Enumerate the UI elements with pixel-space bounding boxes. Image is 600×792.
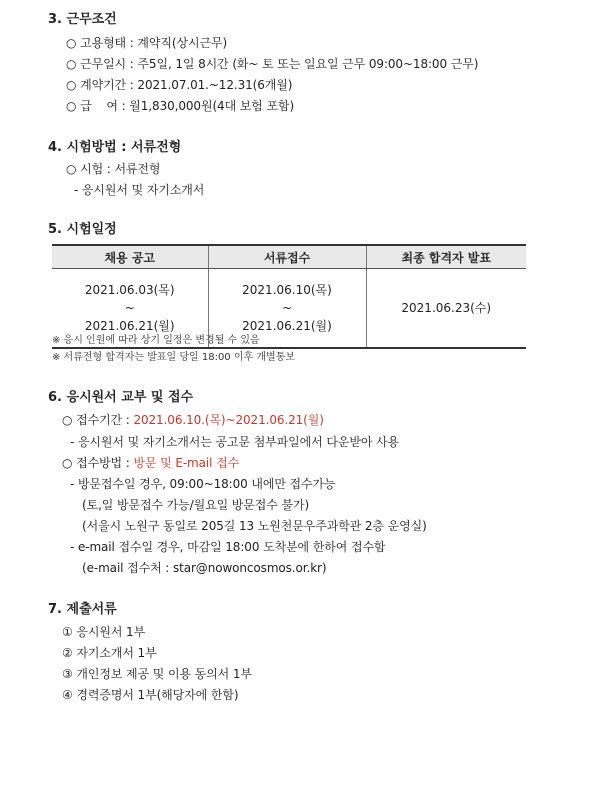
schedule-note-2: ※ 서류전형 합격자는 발표일 당일 18:00 이후 개별통보 [52, 352, 295, 363]
announcement-end: 2021.06.21(월) [84, 319, 175, 333]
submission-method-value: 방문 및 E-mail 접수 [133, 456, 240, 470]
schedule-note-1: ※ 응시 인원에 따라 상기 일정은 변경될 수 있음 [52, 335, 260, 346]
salary: ○ 급 여 : 월1,830,000원(4대 보험 포함) [66, 99, 295, 113]
visit-hours: - 방문접수일 경우, 09:00~18:00 내에만 접수가능 [70, 477, 336, 491]
document-item-4: ④ 경력증명서 1부(해당자에 한함) [62, 688, 239, 702]
contract-period: ○ 계약기간 : 2021.07.01.~12.31(6개월) [66, 78, 293, 92]
visit-address: (서울시 노원구 동일로 205길 13 노원천문우주과학관 2층 운영실) [82, 519, 427, 533]
header-announcement: 채용 공고 [52, 245, 208, 269]
header-final-announcement: 최종 합격자 발표 [366, 245, 526, 269]
section-3-heading: 3. 근무조건 [48, 12, 117, 27]
work-schedule: ○ 근무일시 : 주5일, 1일 8시간 (화~ 토 또는 일요일 근무 09:00~18:00 근무) [66, 57, 479, 71]
visit-days: (토,일 방문접수 가능/월요일 방문접수 불가) [82, 498, 310, 512]
submission-tilde: ~ [281, 301, 293, 315]
download-notice: - 응시원서 및 자기소개서는 공고문 첨부파일에서 다운받아 사용 [70, 435, 400, 449]
submission-method-label: ○ 접수방법 : [62, 456, 130, 470]
submission-end: 2021.06.21(월) [242, 319, 332, 333]
announcement-tilde: ~ [124, 301, 135, 315]
section-4-heading: 4. 시험방법 : 서류전형 [48, 140, 182, 155]
document-item-2: ② 자기소개서 1부 [62, 646, 157, 660]
announcement-start: 2021.06.03(목) [84, 283, 175, 297]
section-5-heading: 5. 시험일정 [48, 222, 117, 237]
document-item-1: ① 응시원서 1부 [62, 625, 146, 639]
submission-period [62, 412, 324, 428]
section-6-heading: 6. 응시원서 교부 및 접수 [48, 390, 194, 405]
submission-period-label: ○ 접수기간 : [62, 413, 130, 427]
submission-period-value: 2021.06.10.(목)~2021.06.21(월) [133, 413, 324, 427]
final-announcement-date: 2021.06.23(수) [366, 269, 526, 349]
document-item-3: ③ 개인정보 제공 및 이용 동의서 1부 [62, 667, 252, 681]
schedule-header-row [52, 245, 526, 269]
email-address: (e-mail 접수처 : star@nowoncosmos.or.kr) [82, 561, 327, 575]
exam-type: ○ 시험 : 서류전형 [66, 162, 161, 176]
submission-method [62, 455, 239, 471]
email-deadline: - e-mail 접수일 경우, 마감일 18:00 도착분에 한하여 접수함 [70, 540, 386, 554]
section-7-heading: 7. 제출서류 [48, 602, 117, 617]
submission-start: 2021.06.10(목) [242, 283, 332, 297]
employment-type: ○ 고용형태 : 계약직(상시근무) [66, 36, 228, 50]
header-document-submission: 서류접수 [208, 245, 366, 269]
exam-documents: - 응시원서 및 자기소개서 [74, 183, 205, 197]
